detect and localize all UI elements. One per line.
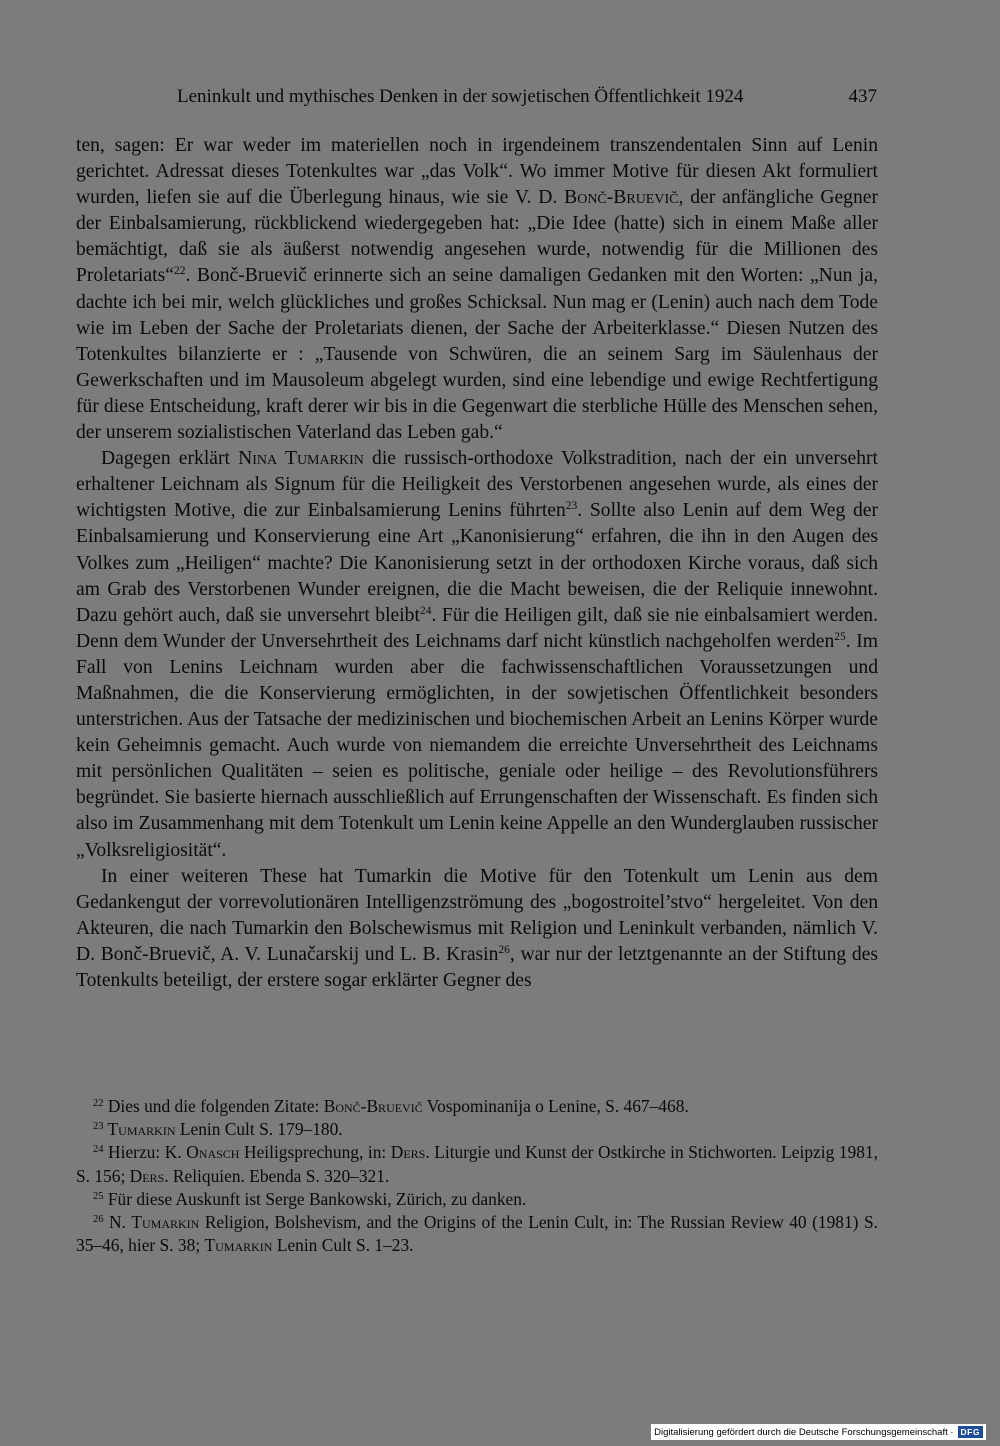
- footnote-24: $^{24}$ Hierzu: K. Onasch Heiligsprechung, in: Ders. Liturgie und Kunst der Ostkirche in Stichworten. Leipzig 1981, S. 156; Ders. Reliquien. Ebenda S. 320–321.: [76, 1142, 878, 1186]
- footnote-26: $^{26}$ N. Tumarkin Religion, Bolshevism, and the Origins of the Lenin Cult, in: The Russian Review 40 (1981) S. 35–46, hier S. 38; Tumarkin Lenin Cult S. 1–23.: [76, 1212, 878, 1256]
- footnote-ref[interactable]: 23: [565, 500, 578, 513]
- funding-text: Digitalisierung gefördert durch die Deutsche Forschungsgemeinschaft ·: [654, 1426, 954, 1438]
- paragraph: ten, sagen: Er war weder im materiellen noch in irgendeinem transzendentalen Sinn auf Lenin gerichtet. Adressat dieses Totenkultes war „das Volk“. Wo immer Motive für diesen Akt formuliert wurden, liefen sie auf die Überlegung hinaus, wie sie V. D. Bonč-Bruevič, der anfängliche Gegner der Einbalsamierung, rückblickend wiedergegeben hat: „Die Idee (hatte) sich in einem Maße aller bemächtigt, daß sie als äußerst notwendig angesehen wurde, notwendig für die Millionen des Proletariats“$^{22}$. Bonč-Bruevič erinnerte sich an seine damaligen Gedanken mit den Worten: „Nun ja, dachte ich bei mir, welch glückliches und großes Schicksal. Nun mag er (Lenin) auch nach dem Tode wie im Leben der Sache der Proletariats dienen, der Sache der Arbeiterklasse.“ Diesen Nutzen des Totenkultes bilanzierte er : „Tausende von Schwüren, die an seinem Sarg im Säulenhaus der Gewerkschaften und im Mausoleum abgelegt wurden, sind eine lebendige und ewige Rechtfertigung für diese Entscheidung, kraft derer wir bis in die Gegenwart die sterbliche Hülle des Menschen sehen, der unserem sozialistischen Vaterland das Leben gab.“: [76, 135, 878, 444]
- paragraph: In einer weiteren These hat Tumarkin die Motive für den Totenkult um Lenin aus dem Gedankengut der vorrevolutionären Intelligenzströmung des „bogostroitel’stvo“ hergeleitet. Von den Akteuren, die nach Tumarkin den Bolschewismus mit Religion und Leninkult verbanden, nämlich V. D. Bonč-Bruevič, A. V. Lunačarskij und L. B. Krasin$^{26}$, war nur der letztgenannte an der Stiftung des Totenkults beteiligt, der erstere sogar erklärter Gegner des: [76, 865, 878, 991]
- footnote-25: $^{25}$ Für diese Auskunft ist Serge Bankowski, Zürich, zu danken.: [93, 1188, 527, 1209]
- page-number: 437: [848, 86, 877, 107]
- footnote-22: $^{22}$ Dies und die folgenden Zitate: Bonč-Bruevič Vospominanija o Lenine, S. 467–468.: [93, 1096, 689, 1116]
- footnote-ref[interactable]: 22: [173, 265, 186, 278]
- footnotes: [76, 1095, 878, 1257]
- dfg-logo: DFG: [958, 1426, 983, 1438]
- running-title: Leninkult und mythisches Denken in der sowjetischen Öffentlichkeit 1924: [177, 86, 744, 107]
- footnote-ref[interactable]: 25: [834, 630, 846, 643]
- footnote-ref[interactable]: 26: [498, 943, 510, 956]
- author-name: Bonč-Bruevič: [564, 187, 679, 209]
- paragraph: Dagegen erklärt Nina Tumarkin die russisch-orthodoxe Volkstradition, nach der ein unversehrt erhaltener Leichnam als Signum für die Heiligkeit des Verstorbenen angesehen wurde, als eines der wichtigsten Motive, die zur Einbalsamierung Lenins führten$^{23}$. Sollte also Lenin auf dem Weg der Einbalsamierung und Konservierung eine Art „Kanonisierung“ erfahren, die ihn in den Augen des Volkes zum „Heiligen“ machte? Die Kanonisierung setzt in der orthodoxen Kirche voraus, daß sich am Grab des Verstorbenen Wunder ereignen, die die Macht beweisen, die der Reliquie innewohnt. Dazu gehört auch, daß sie unversehrt bleibt$^{24}$. Für die Heiligen gilt, daß sie nie einbalsamiert werden. Denn dem Wunder der Unversehrtheit des Leichnams darf nicht künstlich nachgeholfen werden$^{25}$. Im Fall von Lenins Leichnam wurden aber die fachwissenschaftlichen Voraussetzungen und Maßnahmen, die die Konservierung ermöglichten, in der sowjetischen Öffentlichkeit besonders unterstrichen. Aus der Tatsache der medizinischen und biochemischen Arbeit an Lenins Körper wurde kein Geheimnis gemacht. Auch wurde von niemandem die erreichte Unversehrtheit des Leichnams mit persönlichen Qualitäten – seien es politische, geniale oder heilige – des Revolutionsführers begründet. Sie basierte hiernach ausschließlich auf Errungenschaften der Wissenschaft. Es finden sich also im Zusammenhang mit dem Totenkult um Lenin keine Appelle an den Wunderglauben russischer „Volksreligiosität“.: [76, 448, 878, 861]
- author-name: Nina Tumarkin: [238, 448, 364, 470]
- page-header: [76, 82, 879, 112]
- funding-notice: [651, 1424, 986, 1440]
- body-text: [76, 133, 878, 994]
- footnote-23: $^{23}$ Tumarkin Lenin Cult S. 179–180.: [93, 1119, 343, 1140]
- footnote-ref[interactable]: 24: [419, 604, 432, 617]
